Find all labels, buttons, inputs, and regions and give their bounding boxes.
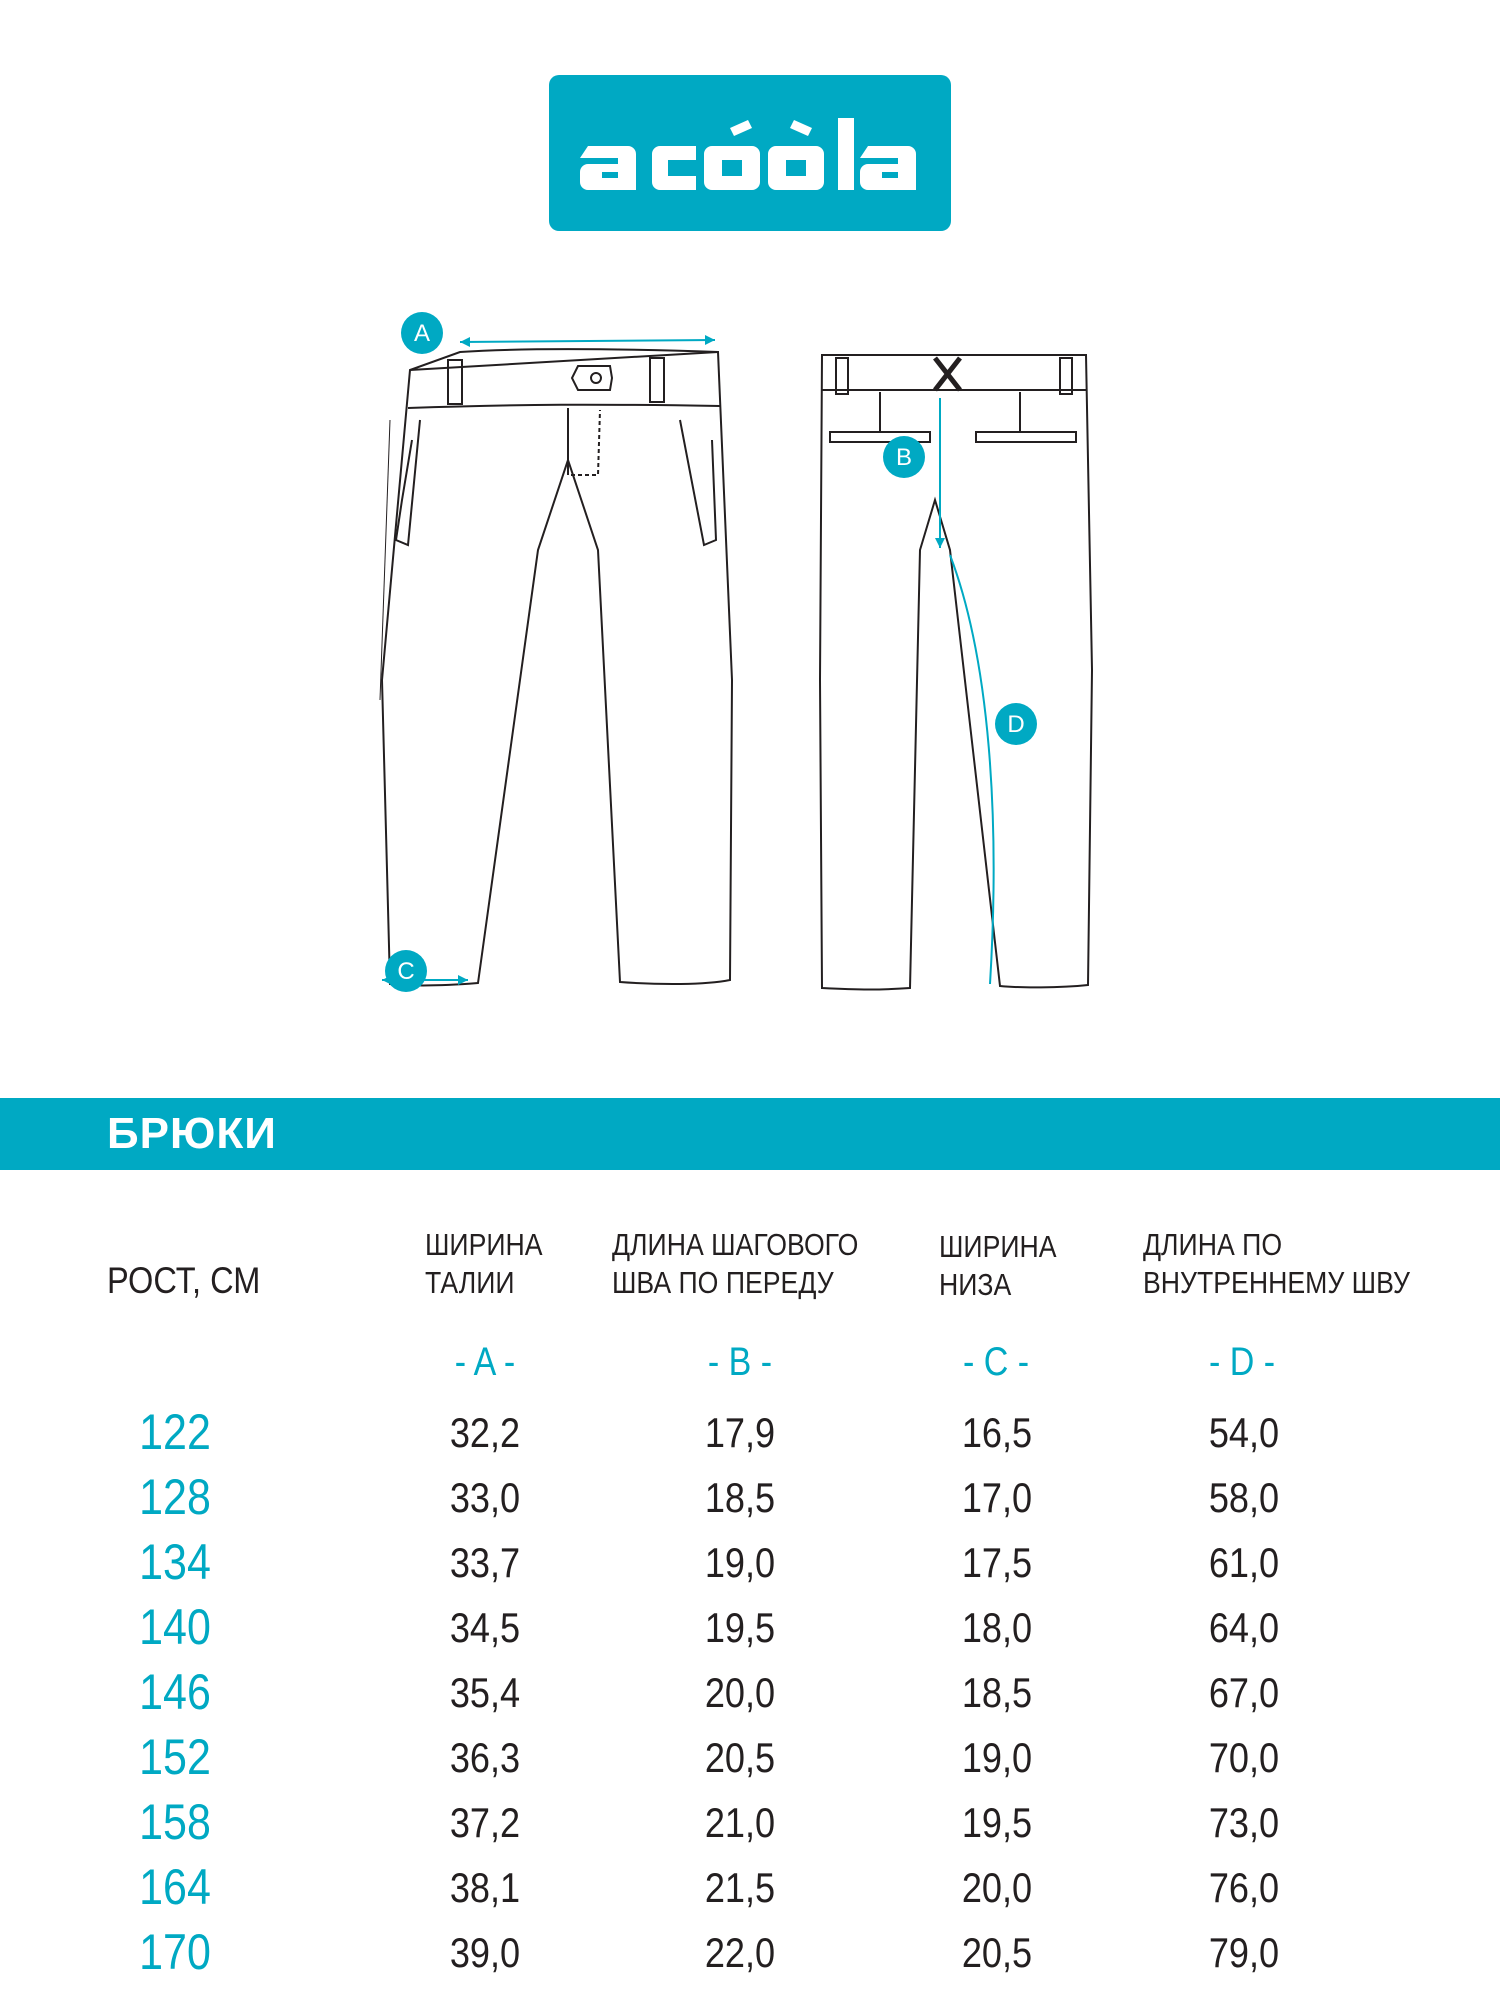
measurement-cell: 17,9 <box>704 1409 776 1456</box>
column-header-inseam <box>1143 1226 1410 1302</box>
measurement-cell: 76,0 <box>1208 1864 1280 1911</box>
measurement-cell: 19,0 <box>961 1734 1033 1781</box>
measure-d-line <box>950 555 994 984</box>
measurement-cell: 61,0 <box>1208 1539 1280 1586</box>
table-row <box>0 1530 1500 1595</box>
measurement-cell: 21,0 <box>704 1799 776 1846</box>
measurement-cell: 33,7 <box>449 1539 521 1586</box>
height-cell: 140 <box>139 1599 211 1655</box>
measurement-cell: 37,2 <box>449 1799 521 1846</box>
column-header-line: ШИРИНА <box>425 1227 543 1262</box>
column-header-line: ШИРИНА <box>939 1229 1057 1264</box>
height-cell: 122 <box>139 1404 211 1460</box>
column-header-hem <box>939 1228 1057 1304</box>
measurement-cell: 33,0 <box>449 1474 521 1521</box>
trousers-back-view <box>820 355 1092 990</box>
measurement-cell: 21,5 <box>704 1864 776 1911</box>
measurement-cell: 20,5 <box>704 1734 776 1781</box>
measurement-cell: 36,3 <box>449 1734 521 1781</box>
measurement-cell: 16,5 <box>961 1409 1033 1456</box>
measurement-cell: 39,0 <box>449 1929 521 1976</box>
height-cell: 158 <box>139 1794 211 1850</box>
trousers-diagram <box>360 300 1140 1020</box>
column-letter-d: - D - <box>1208 1340 1276 1384</box>
table-row <box>0 1465 1500 1530</box>
callout-a <box>401 312 443 354</box>
measurement-cell: 67,0 <box>1208 1669 1280 1716</box>
svg-text:C: C <box>397 958 415 985</box>
column-header-line: ДЛИНА ШАГОВОГО <box>612 1227 859 1262</box>
section-header-band <box>0 1098 1500 1170</box>
measurement-cell: 20,0 <box>961 1864 1033 1911</box>
measurement-cell: 19,0 <box>704 1539 776 1586</box>
measurement-cell: 19,5 <box>961 1799 1033 1846</box>
table-row <box>0 1790 1500 1855</box>
callout-c <box>385 950 427 992</box>
column-letter-b: - B - <box>707 1340 773 1384</box>
column-letter-a: - A - <box>454 1340 516 1384</box>
measurement-cell: 22,0 <box>704 1929 776 1976</box>
table-row <box>0 1855 1500 1920</box>
svg-text:D: D <box>1007 711 1025 738</box>
measurement-cell: 79,0 <box>1208 1929 1280 1976</box>
height-cell: 128 <box>139 1469 211 1525</box>
section-title: БРЮКИ <box>107 1109 277 1158</box>
measurement-cell: 20,5 <box>961 1929 1033 1976</box>
column-header-line: ШВА ПО ПЕРЕДУ <box>612 1265 834 1300</box>
column-letter-c: - C - <box>962 1340 1030 1384</box>
trousers-front-view <box>380 349 732 985</box>
measurement-cell: 18,0 <box>961 1604 1033 1651</box>
table-row <box>0 1920 1500 1985</box>
svg-text:B: B <box>895 444 913 471</box>
callout-d <box>995 703 1037 745</box>
measurement-cell: 54,0 <box>1208 1409 1280 1456</box>
column-header-line: ДЛИНА ПО <box>1143 1227 1283 1262</box>
column-header-line: НИЗА <box>939 1267 1012 1302</box>
height-cell: 134 <box>139 1534 211 1590</box>
height-cell: 164 <box>139 1859 211 1915</box>
measure-a-line <box>460 340 715 342</box>
measurement-cell: 20,0 <box>704 1669 776 1716</box>
height-cell: 146 <box>139 1664 211 1720</box>
svg-text:A: A <box>413 320 431 347</box>
column-header-line: ТАЛИИ <box>425 1265 515 1300</box>
measurement-cell: 70,0 <box>1208 1734 1280 1781</box>
table-row <box>0 1725 1500 1790</box>
measurement-cell: 32,2 <box>449 1409 521 1456</box>
column-header-line: ВНУТРЕННЕМУ ШВУ <box>1143 1265 1410 1300</box>
height-cell: 152 <box>139 1729 211 1785</box>
callout-b <box>883 436 925 478</box>
measurement-cell: 73,0 <box>1208 1799 1280 1846</box>
column-header-line: РОСТ, СМ <box>107 1260 261 1301</box>
measurement-cell: 34,5 <box>449 1604 521 1651</box>
column-header-height <box>107 1262 260 1300</box>
measurement-cell: 58,0 <box>1208 1474 1280 1521</box>
measurement-cell: 18,5 <box>704 1474 776 1521</box>
acoola-wordmark <box>580 108 920 198</box>
column-header-front-rise <box>612 1226 858 1302</box>
table-row <box>0 1595 1500 1660</box>
table-row <box>0 1400 1500 1465</box>
measurement-cell: 35,4 <box>449 1669 521 1716</box>
measurement-cell: 18,5 <box>961 1669 1033 1716</box>
measurement-cell: 17,5 <box>961 1539 1033 1586</box>
measurement-cell: 64,0 <box>1208 1604 1280 1651</box>
height-cell: 170 <box>139 1924 211 1980</box>
measurement-cell: 38,1 <box>449 1864 521 1911</box>
table-row <box>0 1660 1500 1725</box>
measurement-cell: 19,5 <box>704 1604 776 1651</box>
brand-logo <box>549 75 951 231</box>
measurement-cell: 17,0 <box>961 1474 1033 1521</box>
column-header-waist <box>425 1226 543 1302</box>
